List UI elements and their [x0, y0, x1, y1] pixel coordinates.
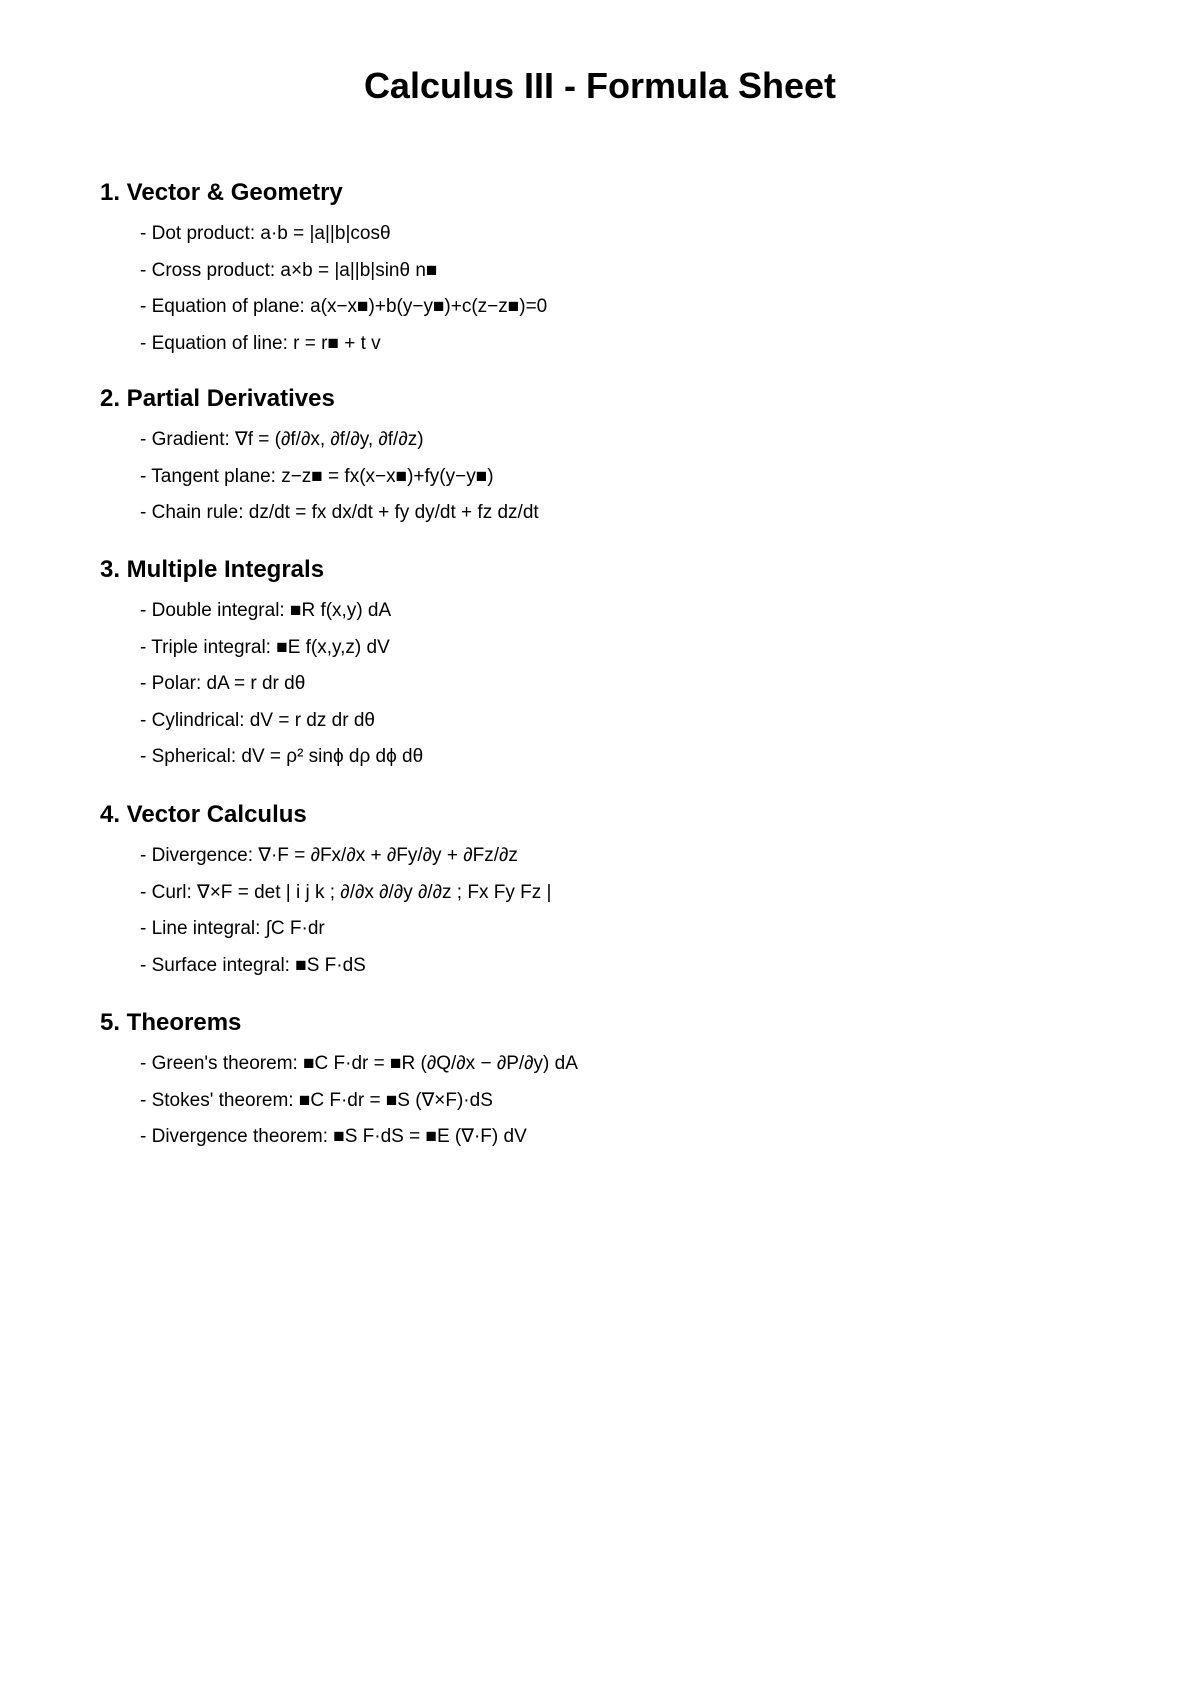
formula-item: - Divergence theorem: ■S F·dS = ■E (∇·F) dV: [140, 1126, 527, 1147]
section-vector-calculus: [100, 800, 1100, 984]
formula-item: - Equation of plane: a(x−x■)+b(y−y■)+c(z−z■)=0: [140, 296, 548, 317]
formula-item: - Spherical: dV = ρ² sinϕ dρ dϕ dθ: [140, 746, 424, 767]
section-heading: 2. Partial Derivatives: [100, 385, 335, 412]
formula-item: - Cross product: a×b = |a||b|sinθ n■: [140, 259, 438, 281]
formula-list: [100, 216, 1100, 362]
section-heading: 5. Theorems: [100, 1009, 242, 1036]
formula-item: - Line integral: ∫C F·dr: [140, 918, 325, 939]
section-vector-geometry: [100, 178, 1100, 362]
section-theorems: [100, 1008, 1100, 1156]
formula-list: [100, 422, 1100, 532]
formula-item: - Surface integral: ■S F·dS: [140, 954, 366, 976]
section-heading: 4. Vector Calculus: [100, 801, 307, 828]
formula-item: - Green's theorem: ■C F·dr = ■R (∂Q/∂x − ∂P/∂y) dA: [140, 1053, 578, 1074]
formula-list: [100, 838, 1100, 984]
section-partial-derivatives: [100, 384, 1100, 532]
page-title: Calculus III - Formula Sheet: [363, 65, 837, 106]
formula-item: - Dot product: a·b = |a||b|cosθ: [140, 223, 391, 244]
formula-item: - Polar: dA = r dr dθ: [140, 673, 306, 694]
formula-item: - Double integral: ■R f(x,y) dA: [140, 600, 392, 621]
section-multiple-integrals: [100, 555, 1100, 776]
formula-list: [100, 1046, 1100, 1156]
formula-item: - Curl: ∇×F = det | i j k ; ∂/∂x ∂/∂y ∂/∂z ; Fx Fy Fz |: [140, 881, 552, 903]
formula-item: - Chain rule: dz/dt = fx dx/dt + fy dy/dt + fz dz/dt: [140, 502, 539, 523]
section-heading: 3. Multiple Integrals: [100, 556, 325, 583]
formula-item: - Cylindrical: dV = r dz dr dθ: [140, 709, 375, 731]
formula-list: [100, 593, 1100, 776]
formula-item: - Gradient: ∇f = (∂f/∂x, ∂f/∂y, ∂f/∂z): [140, 429, 424, 450]
formula-item: - Divergence: ∇·F = ∂Fx/∂x + ∂Fy/∂y + ∂Fz/∂z: [140, 845, 518, 866]
formula-item: - Triple integral: ■E f(x,y,z) dV: [140, 636, 390, 658]
formula-item: - Stokes' theorem: ■C F·dr = ■S (∇×F)·dS: [140, 1089, 493, 1111]
formula-item: - Tangent plane: z−z■ = fx(x−x■)+fy(y−y■): [140, 465, 494, 487]
section-heading: 1. Vector & Geometry: [100, 179, 343, 206]
formula-item: - Equation of line: r = r■ + t v: [140, 332, 381, 354]
